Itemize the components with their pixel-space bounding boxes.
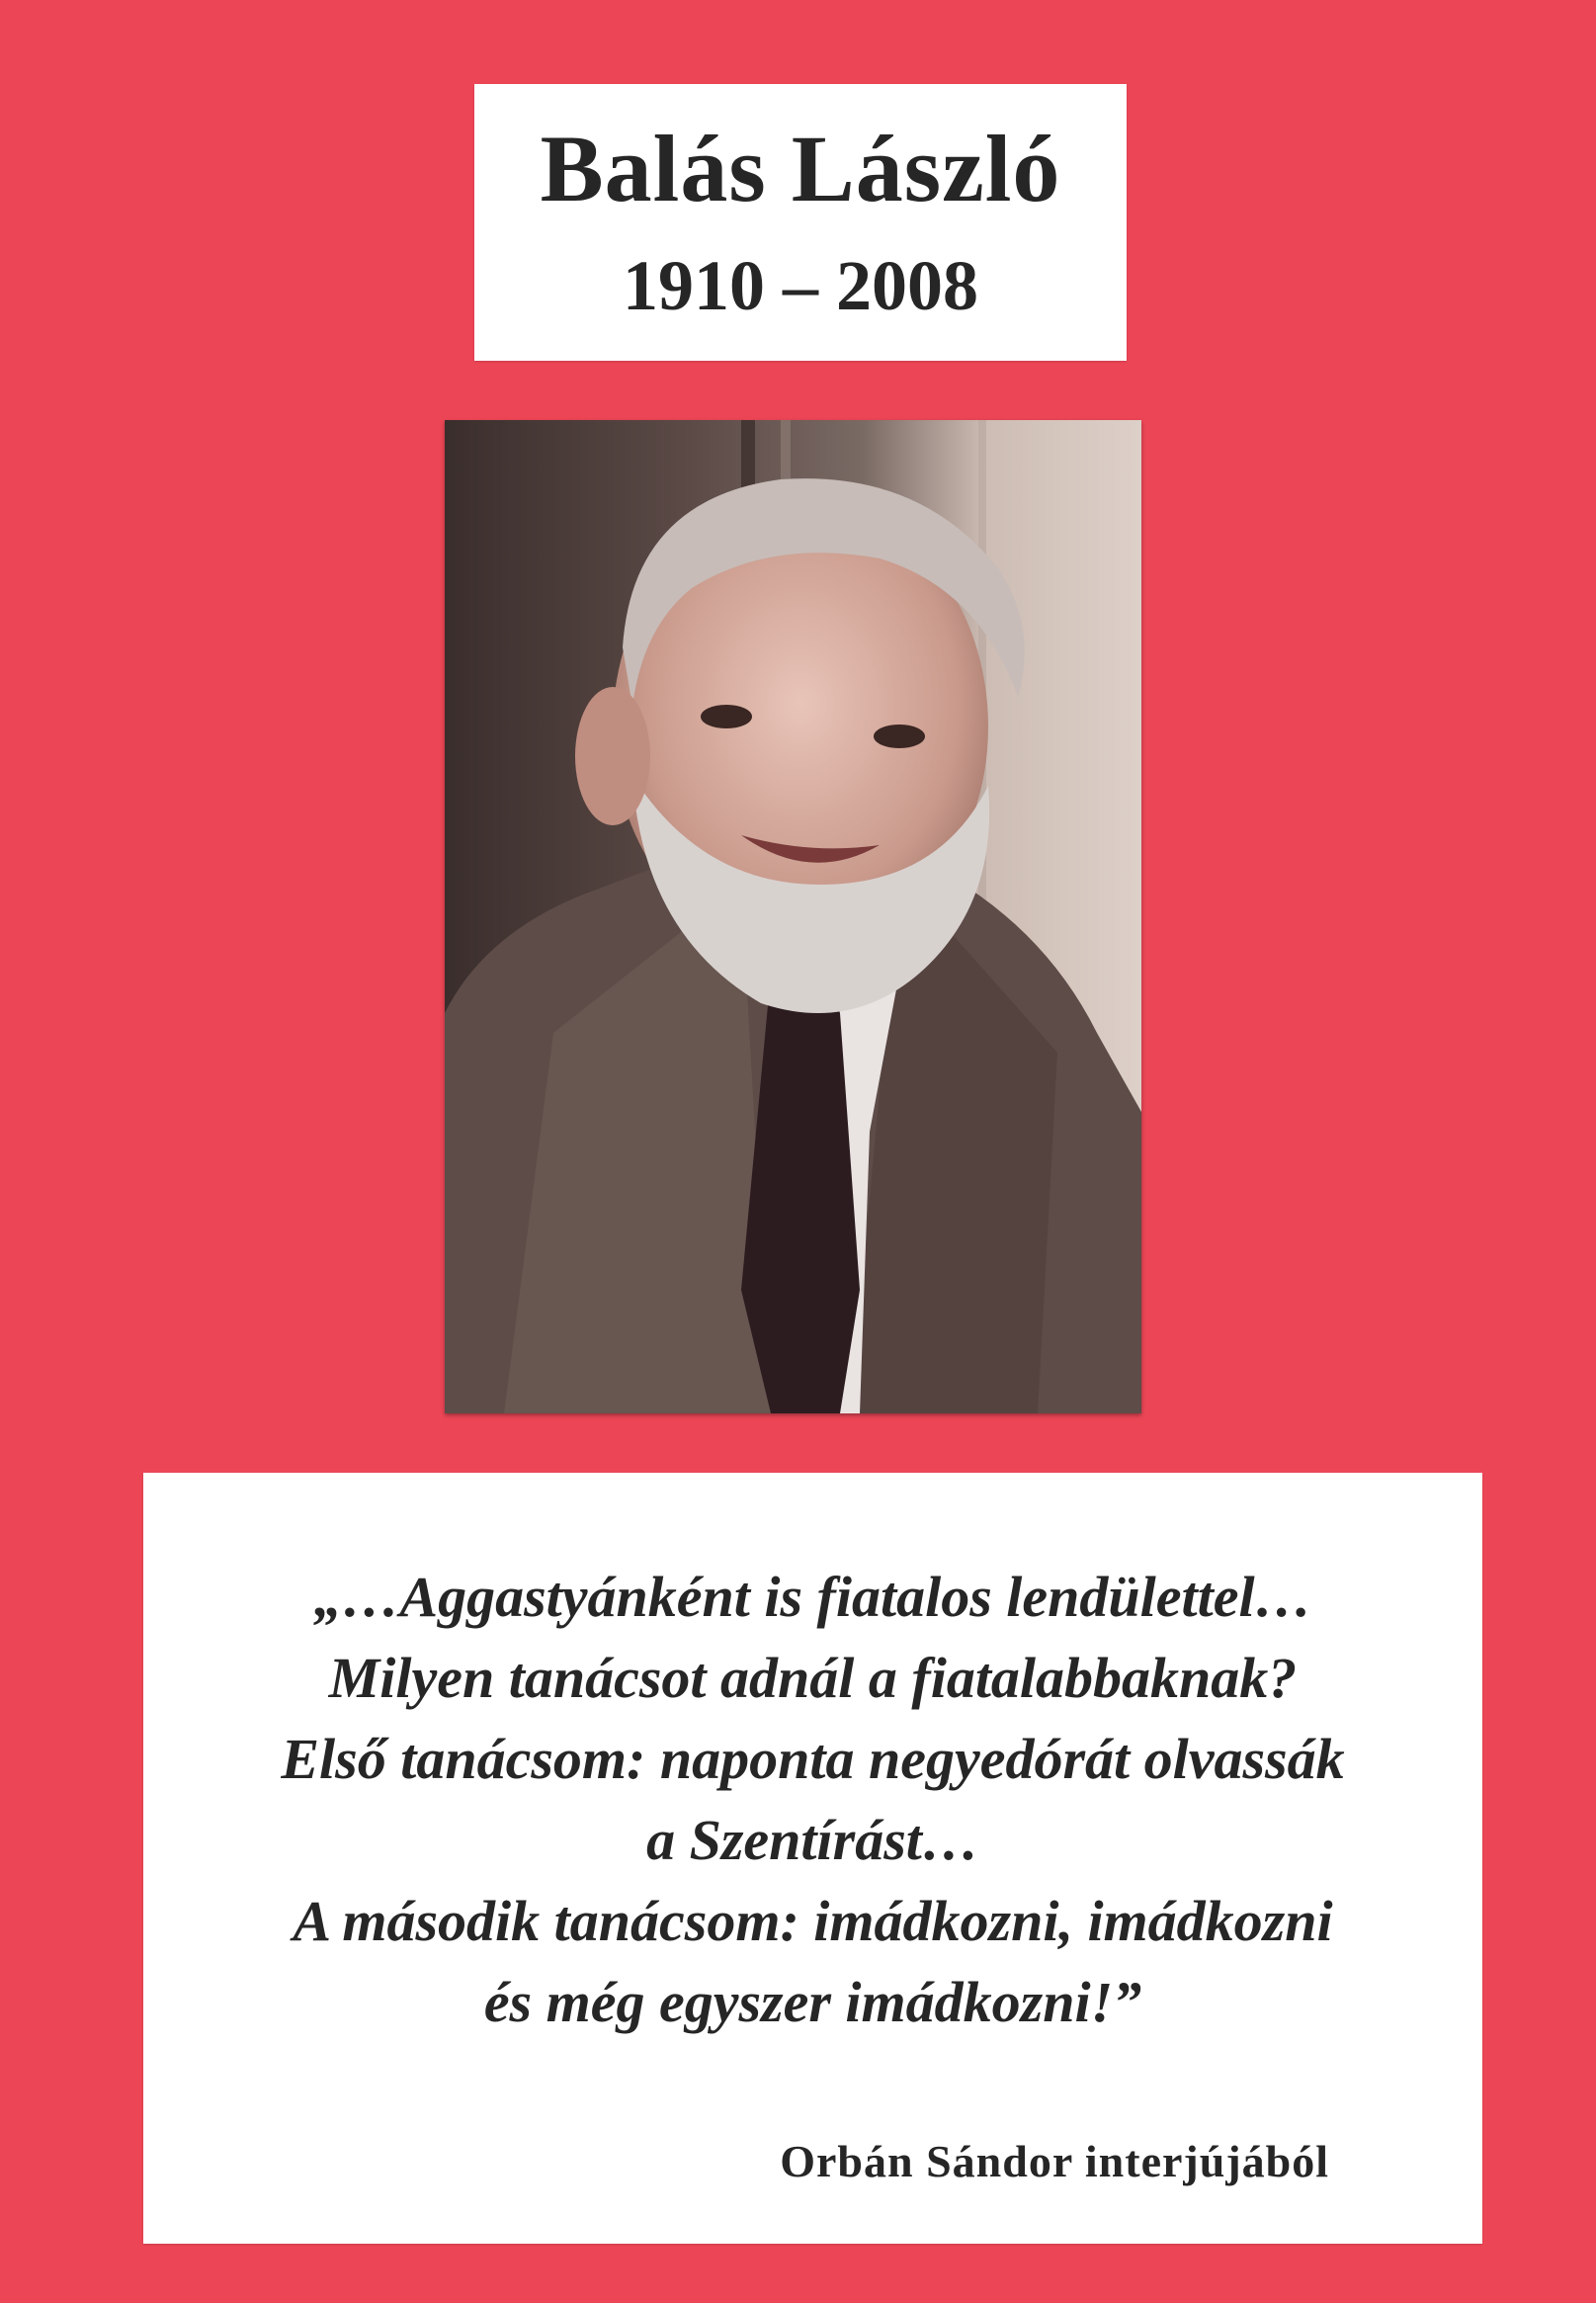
quote-text [143, 1557, 1482, 2043]
quote-line: és még egyszer imádkozni!” [483, 1970, 1142, 2034]
quote-line: a Szentírást… [646, 1808, 979, 1872]
quote-card [143, 1473, 1482, 2244]
life-years: 1910 – 2008 [623, 246, 978, 325]
title-card [474, 84, 1127, 361]
quote-line: Első tanácsom: naponta negyedórát olvassák [281, 1727, 1345, 1791]
quote-line: „…Aggastyánként is fiatalos lendülettel… [313, 1565, 1312, 1629]
quote-line: Milyen tanácsot adnál a fiatalabbaknak? [328, 1646, 1298, 1710]
quote-source: Orbán Sándor interjújából [780, 2136, 1329, 2186]
portrait-photo [445, 420, 1141, 1413]
quote-line: A második tanácsom: imádkozni, imádkozni [293, 1889, 1333, 1953]
person-name: Balás László [540, 116, 1061, 221]
